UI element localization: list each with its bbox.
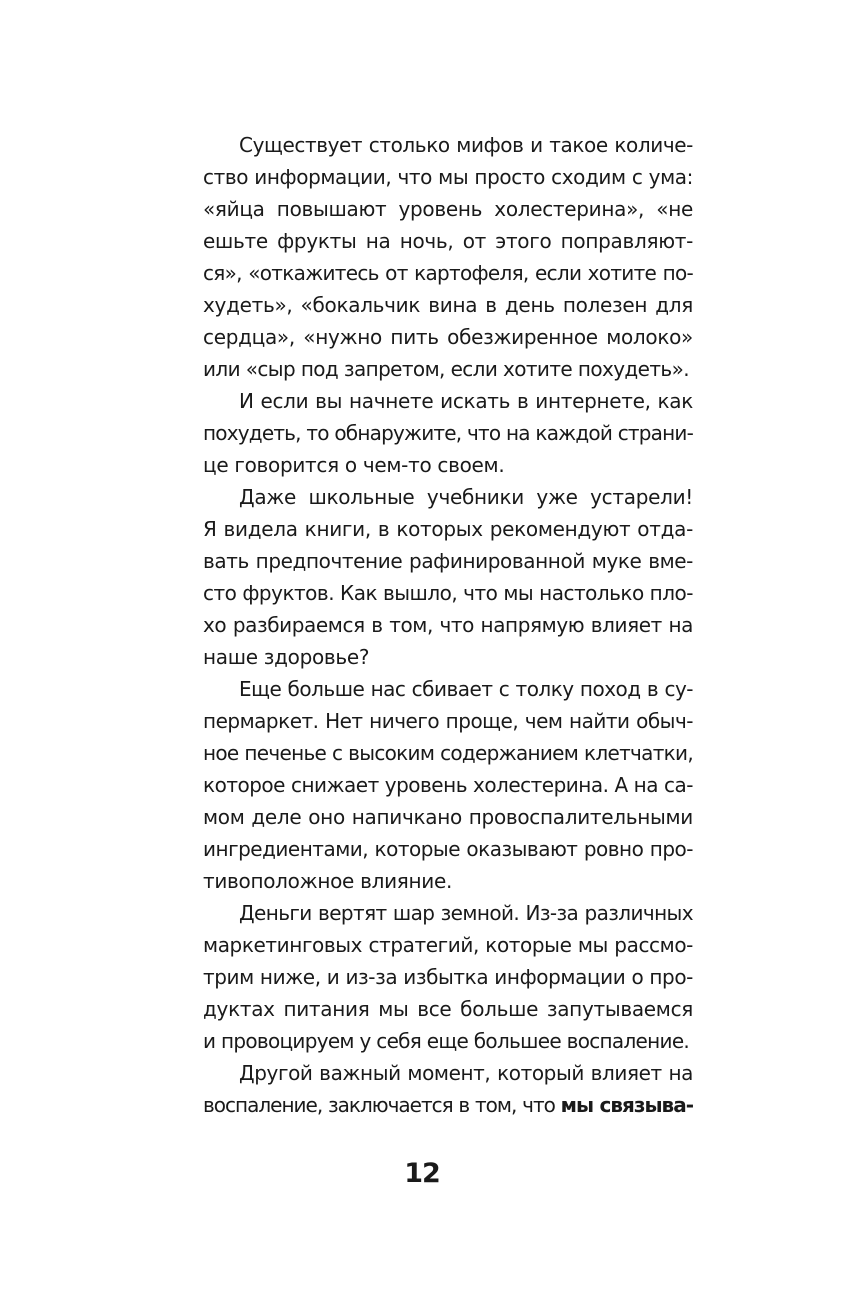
paragraph-supermarket (203, 673, 693, 897)
text-line: маркетинговых стратегий, которые мы рассмо- (203, 933, 693, 957)
text-line: Еще больше нас сбивает с толку поход в су- (239, 677, 693, 701)
page-number: 12 (404, 1158, 440, 1189)
text-line: ешьте фрукты на ночь, от этого поправляют- (203, 229, 693, 253)
text-line: сердца», «нужно пить обезжиренное молоко» (203, 325, 693, 349)
body-text (203, 129, 693, 1121)
text-line: Существует столько мифов и такое количе- (239, 133, 693, 157)
paragraph-inflammation (203, 1057, 693, 1121)
text-line: тивоположное влияние. (203, 869, 453, 893)
text-line: мом деле оно напичкано провоспалительными (203, 805, 693, 829)
text-run: воспаление, заключается в том, что (203, 1093, 561, 1117)
text-line: худеть», «бокальчик вина в день полезен для (203, 293, 693, 317)
text-line: которое снижает уровень холестерина. А на са- (203, 773, 693, 797)
text-line: или «сыр под запретом, если хотите похудеть». (203, 357, 689, 381)
text-line: дуктах питания мы все больше запутываемся (203, 997, 693, 1021)
text-line: и провоцируем у себя еще большее воспаление. (203, 1029, 690, 1053)
text-line: трим ниже, и из-за избытка информации о про- (203, 965, 693, 989)
text-line: Даже школьные учебники уже устарели! (239, 485, 693, 509)
text-line: Другой важный момент, который влияет на (239, 1061, 693, 1085)
text-line: «яйца повышают уровень холестерина», «не (203, 197, 693, 221)
text-line: сто фруктов. Как вышло, что мы настолько пло- (203, 581, 693, 605)
text-line: похудеть, то обнаружите, что на каждой страни- (203, 421, 693, 445)
text-line: ся», «откажитесь от картофеля, если хотите по- (203, 261, 693, 285)
text-line: наше здоровье? (203, 645, 370, 669)
text-line: ное печенье с высоким содержанием клетчатки, (203, 741, 693, 765)
text-line: ингредиентами, которые оказывают ровно про- (203, 837, 693, 861)
bold-text-run: мы связыва- (560, 1093, 693, 1117)
text-line: хо разбираемся в том, что напрямую влияет на (203, 613, 693, 637)
paragraph-myths (203, 129, 693, 385)
text-line-mixed (203, 1089, 693, 1121)
paragraph-money (203, 897, 693, 1057)
text-line: ство информации, что мы просто сходим с ума: (203, 165, 693, 189)
text-line: Деньги вертят шар земной. Из-за различных (239, 901, 693, 925)
paragraph-textbooks (203, 481, 693, 673)
text-line: пермаркет. Нет ничего проще, чем найти обыч- (203, 709, 693, 733)
text-line: вать предпочтение рафинированной муке вме- (203, 549, 693, 573)
text-line: це говорится о чем-то своем. (203, 453, 505, 477)
paragraph-internet (203, 385, 693, 481)
text-line: Я видела книги, в которых рекомендуют отда- (203, 517, 693, 541)
text-line: И если вы начнете искать в интернете, как (239, 389, 693, 413)
